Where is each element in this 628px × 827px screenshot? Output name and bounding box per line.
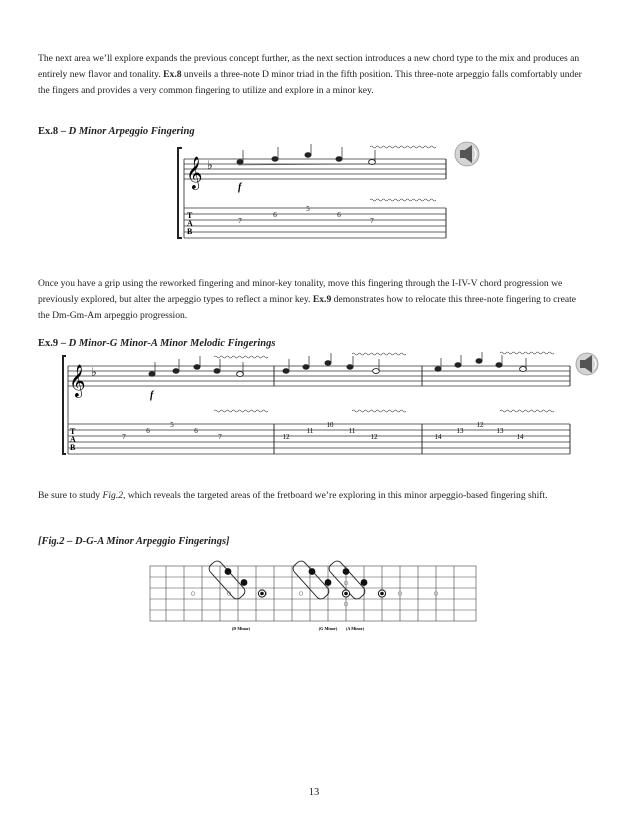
tab-number: 7 bbox=[122, 433, 126, 441]
tab-number: 12 bbox=[476, 421, 484, 429]
paragraph-text: The next area we’ll explore expands the previous concept further, as the next section introduces a new chord type to the mix and produces an entirely new flavor and tonality. bbox=[38, 53, 580, 80]
notes bbox=[149, 352, 526, 376]
audio-speaker-icon[interactable] bbox=[576, 353, 598, 375]
example-title: D Minor Arpeggio Fingering bbox=[68, 126, 195, 137]
tab-number: 7 bbox=[370, 217, 374, 225]
paragraph-study-figure bbox=[38, 488, 590, 504]
tab-number: 14 bbox=[434, 433, 442, 441]
dynamic-marking: f bbox=[238, 182, 242, 193]
example-number: Ex.8 – bbox=[38, 126, 69, 137]
system-bracket bbox=[63, 356, 66, 454]
paragraph-intro bbox=[38, 51, 590, 98]
vibrato-marking bbox=[370, 146, 436, 201]
tab-number: 14 bbox=[516, 433, 524, 441]
tab-staff bbox=[68, 424, 570, 454]
example-8-heading bbox=[38, 126, 195, 137]
shape-label: (G Minor) bbox=[318, 626, 338, 631]
tab-number: 6 bbox=[146, 427, 150, 435]
key-signature-flat-icon: ♭ bbox=[91, 365, 97, 379]
tab-staff bbox=[184, 208, 446, 238]
tab-number: 12 bbox=[282, 433, 290, 441]
note bbox=[305, 153, 311, 157]
tab-clef-letter: T bbox=[70, 427, 76, 436]
staff bbox=[184, 159, 446, 179]
tab-clef-letter: A bbox=[187, 219, 193, 228]
note bbox=[237, 160, 243, 164]
example-number: Ex.9 – bbox=[38, 338, 69, 349]
tab-clef-letter: B bbox=[187, 227, 193, 236]
tab-number: 5 bbox=[306, 205, 310, 213]
d-minor-shape bbox=[207, 559, 247, 601]
paragraph-progression bbox=[38, 276, 590, 323]
half-note bbox=[369, 160, 376, 165]
paragraph-text: Be sure to study bbox=[38, 490, 103, 501]
audio-speaker-icon[interactable] bbox=[455, 142, 479, 166]
paragraph-text: Once you have a grip using the reworked fingering and minor-key tonality, move this fingering through the I-IV-V chord progression we previously explored, but alter the arpeggio types to reflect a minor key. bbox=[38, 278, 563, 305]
tab-number: 11 bbox=[306, 427, 314, 435]
staff bbox=[68, 366, 570, 386]
tab-clef bbox=[187, 211, 193, 236]
tab-number: 13 bbox=[496, 427, 504, 435]
example-9-notation bbox=[62, 350, 600, 462]
paragraph-text: , which reveals the targeted areas of the fretboard we’re exploring in this minor arpeggio-based fingering shift. bbox=[123, 490, 548, 501]
tab-number: 13 bbox=[456, 427, 464, 435]
figure-2-heading: [Fig.2 – D-G-A Minor Arpeggio Fingerings] bbox=[38, 536, 230, 547]
example-reference: Ex.9 bbox=[312, 293, 332, 305]
g-minor-shape bbox=[291, 559, 331, 601]
tab-number: 5 bbox=[170, 421, 174, 429]
example-reference: Ex.8 bbox=[163, 68, 182, 80]
paragraph-text: demonstrates how to relocate this three-note fingering to create the Dm-Gm-Am arpeggio progression. bbox=[38, 293, 577, 321]
fret-inlay-markers bbox=[191, 581, 438, 606]
key-signature-flat-icon: ♭ bbox=[207, 158, 213, 172]
tab-number: 6 bbox=[273, 211, 277, 219]
note bbox=[272, 157, 278, 161]
tab-clef-letter: T bbox=[187, 211, 193, 220]
tab-number: 11 bbox=[348, 427, 356, 435]
shape-labels bbox=[232, 626, 365, 631]
tab-number: 12 bbox=[370, 433, 378, 441]
example-9-heading bbox=[38, 338, 275, 349]
tab-clef-letter: A bbox=[70, 435, 76, 444]
tab-clef bbox=[70, 427, 76, 452]
paragraph-text: unveils a three-note D minor triad in the fifth position. This three-note arpeggio falls comfortably under the fingers and provides a very common fingering to utilize and explore in a minor key. bbox=[38, 68, 582, 96]
shape-label: (A Minor) bbox=[345, 626, 365, 631]
tab-clef-letter: B bbox=[70, 443, 76, 452]
system-bracket bbox=[178, 148, 182, 238]
example-8-notation bbox=[176, 138, 486, 250]
note bbox=[336, 157, 342, 161]
page-number: 13 bbox=[308, 787, 320, 798]
example-title: D Minor-G Minor-A Minor Melodic Fingerings bbox=[68, 338, 276, 349]
figure-reference: Fig.2 bbox=[102, 490, 124, 501]
fretboard-diagram bbox=[148, 550, 480, 640]
tab-number: 10 bbox=[326, 421, 334, 429]
tab-number: 6 bbox=[194, 427, 198, 435]
treble-clef-icon: 𝄞 bbox=[186, 158, 203, 189]
notes bbox=[237, 144, 375, 164]
tab-number: 7 bbox=[218, 433, 222, 441]
dynamic-marking: f bbox=[150, 390, 154, 401]
shape-label: (D Minor) bbox=[231, 626, 251, 631]
tab-number: 7 bbox=[238, 217, 242, 225]
treble-clef-icon: 𝄞 bbox=[69, 366, 86, 397]
vibrato-marking bbox=[214, 352, 554, 412]
fretted-notes bbox=[225, 568, 386, 597]
tab-number: 6 bbox=[337, 211, 341, 219]
